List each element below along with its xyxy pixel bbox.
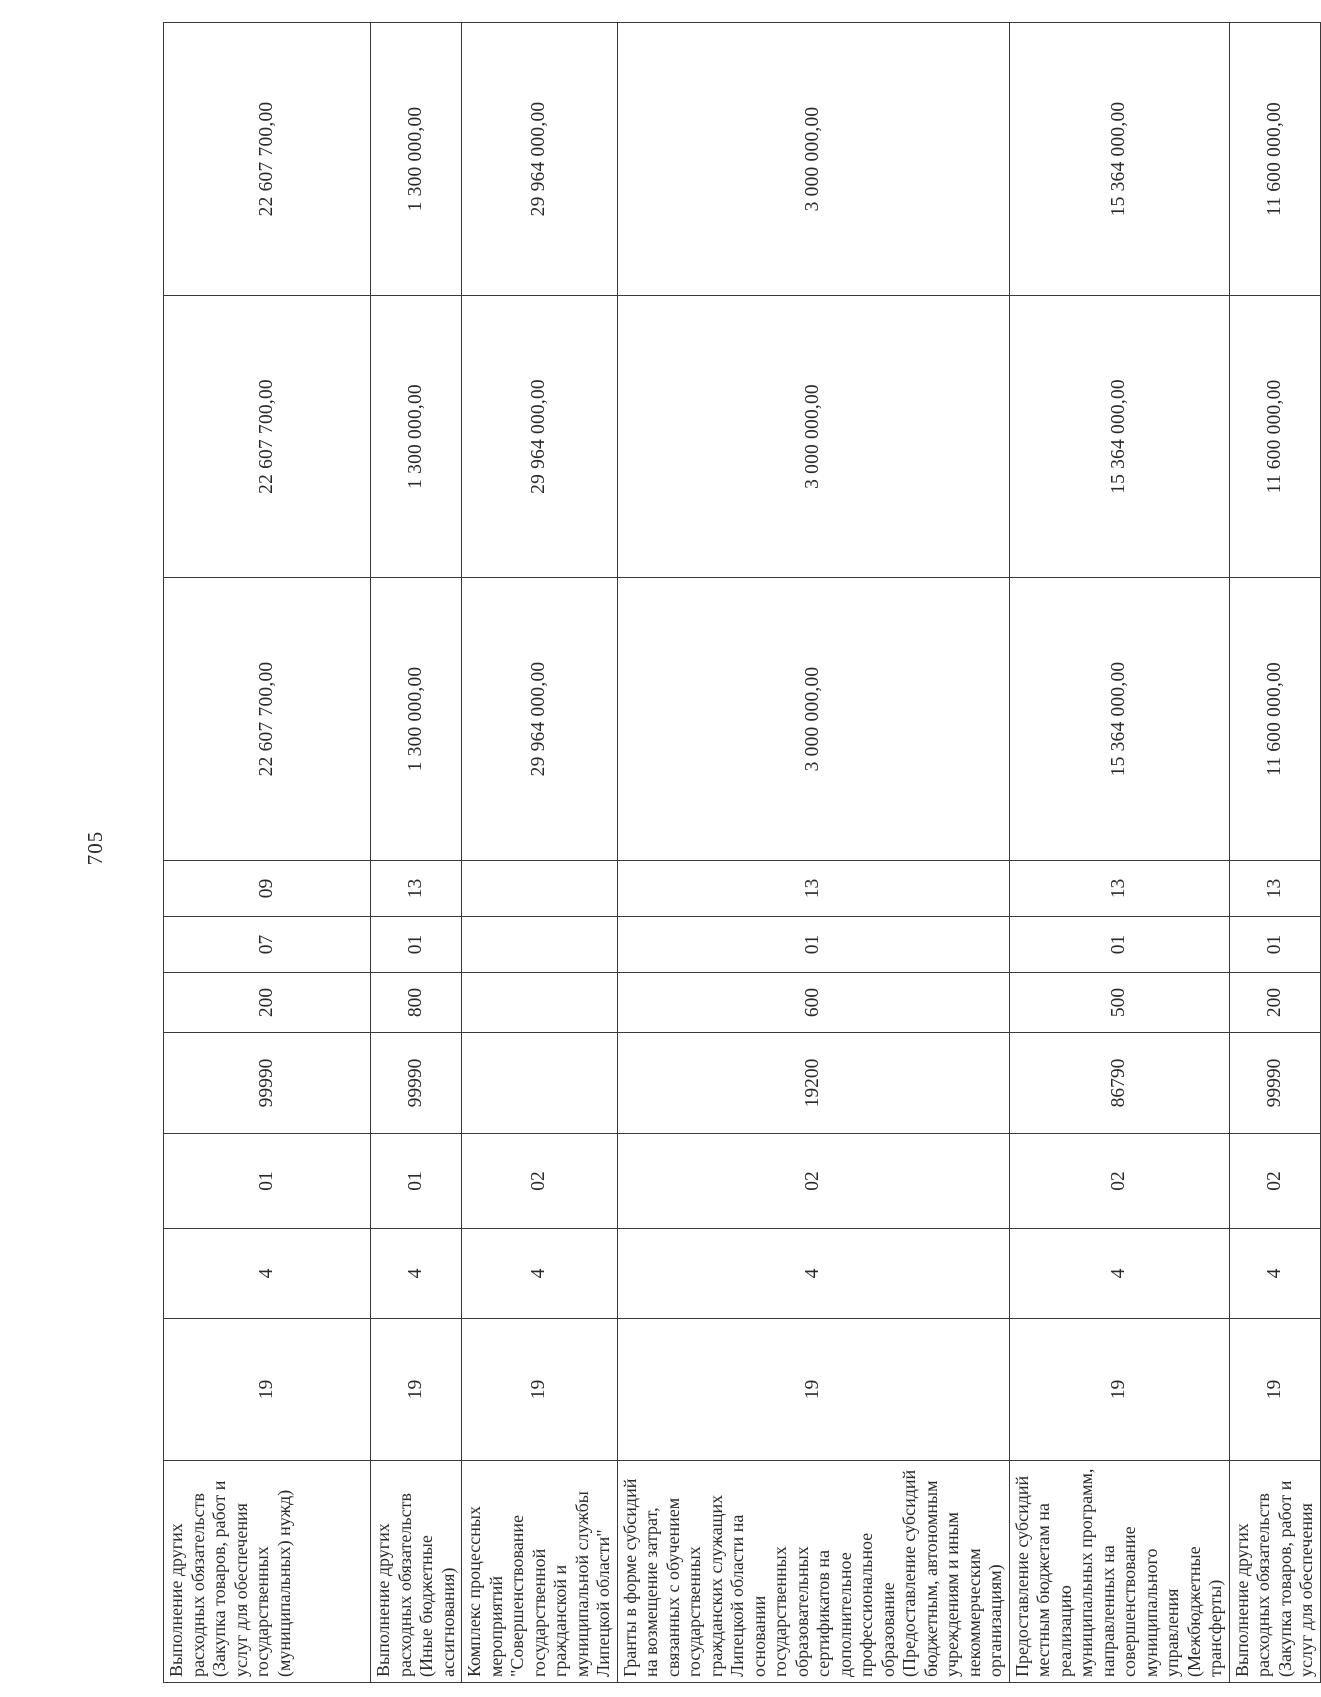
cell-amount-3: 29 964 000,00 [462, 23, 618, 296]
table-row [462, 23, 618, 1683]
cell-expense-type: 200 [164, 973, 371, 1033]
cell-expense-type: 200 [1229, 973, 1320, 1033]
table-row [371, 23, 462, 1683]
cell-amount-2: 29 964 000,00 [462, 296, 618, 578]
cell-amount-1: 29 964 000,00 [462, 578, 618, 861]
cell-amount-3: 11 600 000,00 [1229, 23, 1320, 296]
budget-table-sheet [163, 23, 1316, 1683]
cell-type: 4 [462, 1229, 618, 1319]
cell-direction [462, 1033, 618, 1134]
cell-gp: 19 [371, 1319, 462, 1461]
cell-amount-2: 3 000 000,00 [617, 296, 1009, 578]
cell-section: 01 [617, 917, 1009, 973]
cell-section [462, 917, 618, 973]
row-name: Выполнение других расходных обязательств (Закупка товаров, работ и услуг для обеспечения государственных (муниципальных) нужд) [164, 1461, 371, 1683]
cell-amount-1: 1 300 000,00 [371, 578, 462, 861]
table-row [1229, 23, 1320, 1683]
cell-gp: 19 [1229, 1319, 1320, 1461]
cell-amount-3: 3 000 000,00 [617, 23, 1009, 296]
row-name: Выполнение других расходных обязательств (Закупка товаров, работ и услуг для обеспечения [1229, 1461, 1320, 1683]
cell-subsection: 09 [164, 861, 371, 917]
cell-expense-type: 600 [617, 973, 1009, 1033]
cell-expense-type: 500 [1009, 973, 1229, 1033]
cell-amount-1: 11 600 000,00 [1229, 578, 1320, 861]
page-number: 705 [83, 830, 107, 866]
cell-subsection: 13 [617, 861, 1009, 917]
cell-gp: 19 [1009, 1319, 1229, 1461]
budget-table-rotator [163, 23, 1316, 1683]
row-name: Гранты в форме субсидий на возмещение затрат, связанных с обучением государственных гражданских служащих Липецкой области на основании государственных образовательных сертификатов на дополнительное профессиональное образование (Предоставление субсидий бюджетным, автономным учреждениям и иным некоммерческим организациям) [617, 1461, 1009, 1683]
cell-complex: 02 [617, 1134, 1009, 1229]
cell-complex: 01 [164, 1134, 371, 1229]
cell-type: 4 [617, 1229, 1009, 1319]
cell-gp: 19 [617, 1319, 1009, 1461]
cell-expense-type: 800 [371, 973, 462, 1033]
cell-section: 01 [1229, 917, 1320, 973]
cell-complex: 02 [462, 1134, 618, 1229]
cell-section: 07 [164, 917, 371, 973]
cell-direction: 99990 [164, 1033, 371, 1134]
cell-subsection [462, 861, 618, 917]
cell-section: 01 [371, 917, 462, 973]
cell-direction: 99990 [1229, 1033, 1320, 1134]
cell-amount-2: 22 607 700,00 [164, 296, 371, 578]
cell-amount-2: 11 600 000,00 [1229, 296, 1320, 578]
cell-direction: 99990 [371, 1033, 462, 1134]
cell-subsection: 13 [371, 861, 462, 917]
cell-amount-2: 1 300 000,00 [371, 296, 462, 578]
row-name: Комплекс процессных мероприятий "Совершенствование государственной гражданской и муниципальной службы Липецкой области" [462, 1461, 618, 1683]
cell-complex: 02 [1009, 1134, 1229, 1229]
cell-type: 4 [1009, 1229, 1229, 1319]
cell-direction: 86790 [1009, 1033, 1229, 1134]
cell-gp: 19 [164, 1319, 371, 1461]
cell-amount-1: 22 607 700,00 [164, 578, 371, 861]
row-name: Предоставление субсидий местным бюджетам на реализацию муниципальных программ, направленных на совершенствование муниципального управления (Межбюджетные трансферты) [1009, 1461, 1229, 1683]
budget-table [163, 22, 1321, 1683]
cell-subsection: 13 [1229, 861, 1320, 917]
table-row [164, 23, 371, 1683]
cell-amount-1: 3 000 000,00 [617, 578, 1009, 861]
cell-type: 4 [371, 1229, 462, 1319]
cell-amount-3: 1 300 000,00 [371, 23, 462, 296]
cell-amount-1: 15 364 000,00 [1009, 578, 1229, 861]
cell-amount-2: 15 364 000,00 [1009, 296, 1229, 578]
row-name: Выполнение других расходных обязательств (Иные бюджетные ассигнования) [371, 1461, 462, 1683]
table-row [617, 23, 1009, 1683]
cell-complex: 01 [371, 1134, 462, 1229]
cell-gp: 19 [462, 1319, 618, 1461]
table-row [1009, 23, 1229, 1683]
cell-direction: 19200 [617, 1033, 1009, 1134]
cell-complex: 02 [1229, 1134, 1320, 1229]
cell-section: 01 [1009, 917, 1229, 973]
cell-amount-3: 22 607 700,00 [164, 23, 371, 296]
cell-expense-type [462, 973, 618, 1033]
cell-type: 4 [1229, 1229, 1320, 1319]
cell-amount-3: 15 364 000,00 [1009, 23, 1229, 296]
cell-subsection: 13 [1009, 861, 1229, 917]
cell-type: 4 [164, 1229, 371, 1319]
